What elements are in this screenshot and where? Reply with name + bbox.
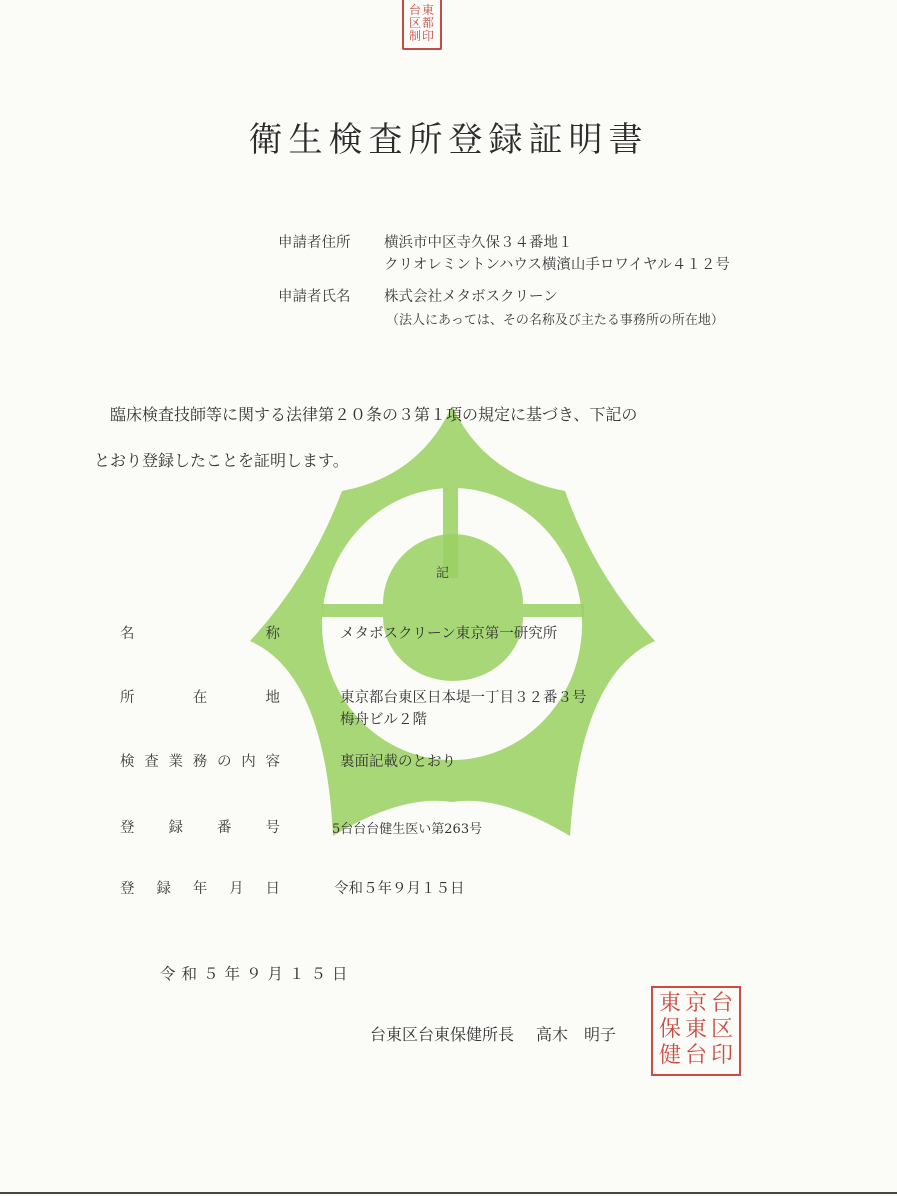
applicant-name-label: 申請者氏名	[278, 289, 351, 305]
applicant-address-line2: クリオレミントンハウス横濱山手ロワイヤル４１２号	[384, 257, 730, 273]
ki-heading: 記	[436, 566, 450, 581]
applicant-address-line1: 横浜市中区寺久保３４番地１	[384, 235, 573, 251]
row-label-reg-date: 登 録 年 月 日	[120, 881, 280, 897]
issuer-title: 台東区台東保健所長	[370, 1025, 515, 1044]
bottom-border-line	[0, 1192, 897, 1194]
row-value-name: メタボスクリーン東京第一研究所	[340, 626, 558, 642]
row-label-name: 名 称	[120, 626, 280, 642]
emblem-upper-half-disc	[383, 534, 523, 604]
row-value-reg-no: 5台台台健生医い第263号	[332, 822, 483, 837]
row-label-location: 所 在 地	[120, 690, 280, 706]
issuer	[370, 1022, 616, 1045]
top-seal	[402, 0, 442, 50]
applicant-name: 株式会社メタボスクリーン	[384, 289, 558, 305]
issuer-name: 高木 明子	[536, 1025, 617, 1044]
top-seal-text: 台東区都制印	[408, 3, 435, 43]
row-value-reg-date: 令和５年９月１５日	[334, 881, 465, 897]
issue-date: 令和５年９月１５日	[160, 965, 354, 983]
row-value-content: 裏面記載のとおり	[340, 754, 456, 770]
row-label-reg-no: 登 録 番 号	[120, 820, 280, 836]
row-label-content: 検 査 業 務 の 内 容	[120, 754, 280, 770]
applicant-note: （法人にあっては、その名称及び主たる事務所の所在地）	[386, 313, 724, 328]
body-line-2: とおり登録したことを証明します。	[94, 451, 349, 470]
row-value-location-2: 梅舟ビル２階	[340, 712, 427, 728]
applicant-address-label: 申請者住所	[278, 235, 351, 251]
official-seal: 東 京 台 保 東 区 健 台 印	[651, 986, 741, 1076]
body-line-1: 臨床検査技師等に関する法律第２０条の３第１項の規定に基づき、下記の	[110, 405, 638, 424]
emblem-horizontal-bar	[322, 604, 584, 617]
row-value-location-1: 東京都台東区日本堤一丁目３２番３号	[340, 690, 587, 706]
certificate-title: 衛生検査所登録証明書	[248, 120, 649, 160]
